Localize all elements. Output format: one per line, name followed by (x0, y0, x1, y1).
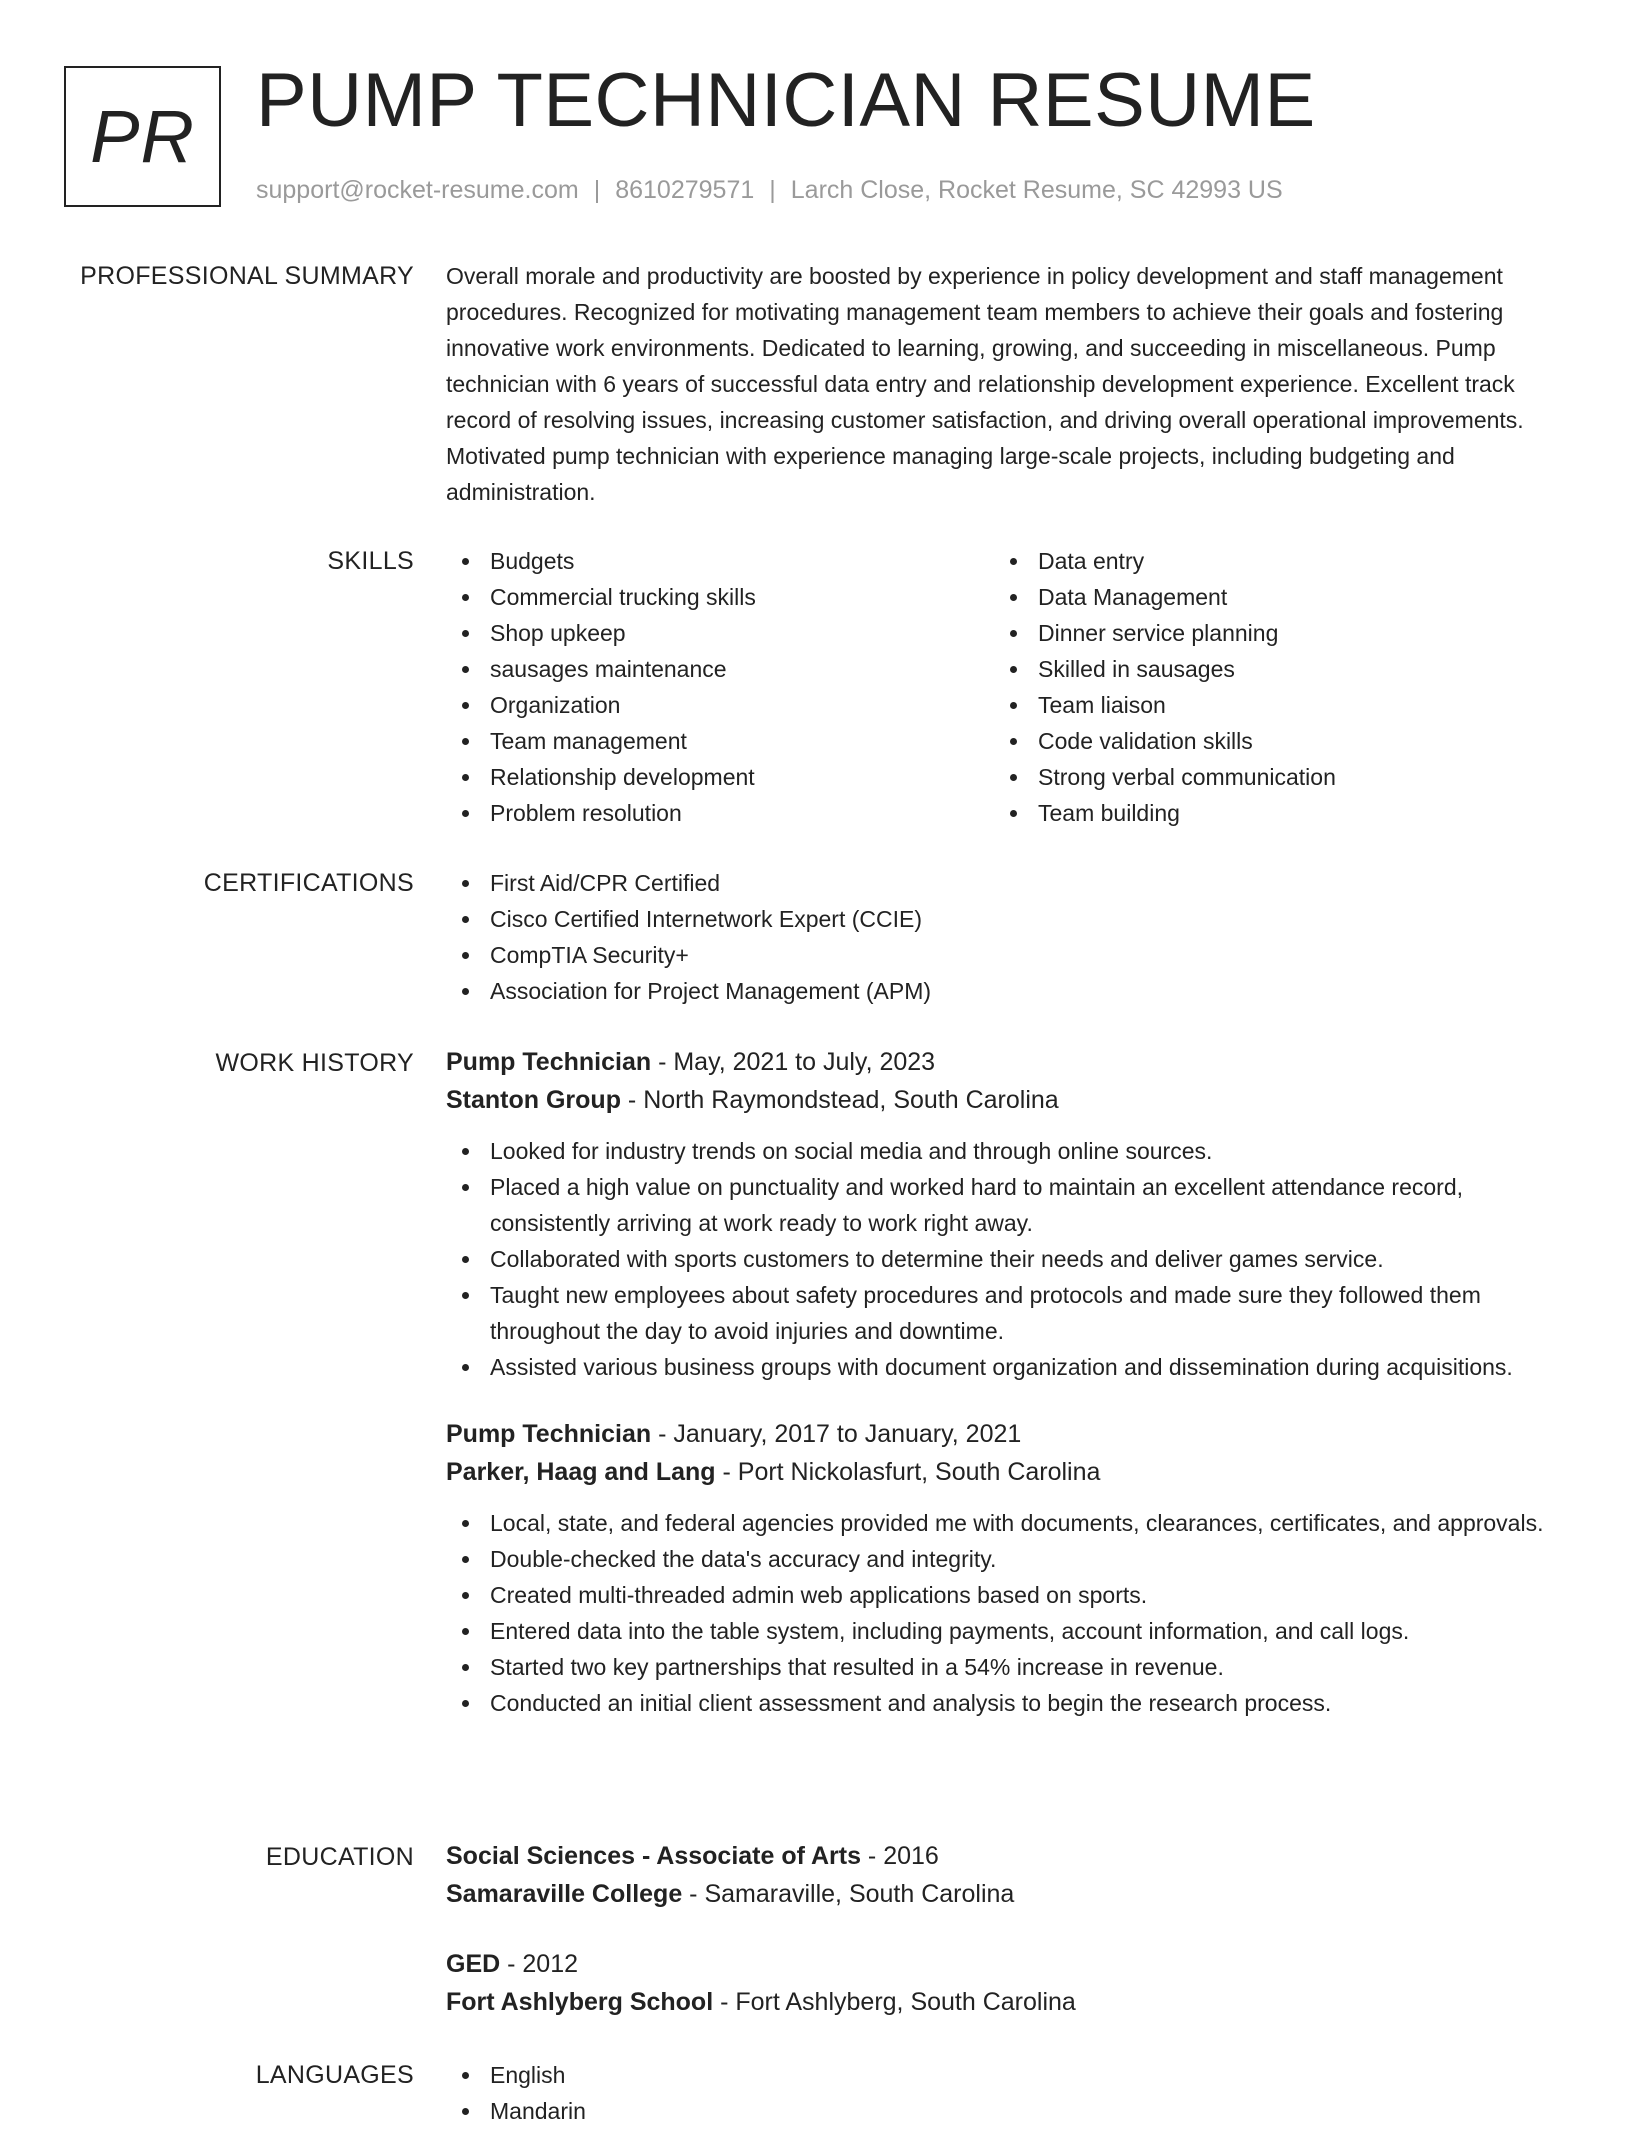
contact-line (256, 174, 1283, 206)
summary-text: Overall morale and productivity are boosted by experience in policy development and staff management procedures. Recognized for motivating management team members to achieve their goals and fostering innovative work environments. Dedicated to learning, growing, and succeeding in miscellaneous. Pump technician with 6 years of successful data entry and relationship development experience. Excellent track record of resolving issues, increasing customer satisfaction, and driving overall operational improvements. Motivated pump technician with experience managing large-scale projects, including budgeting and administration. (446, 263, 1524, 505)
job-company-line (446, 1453, 1566, 1491)
skill-item: Team building (994, 795, 1542, 831)
monogram-initials: PR (90, 95, 195, 178)
skills-body (446, 543, 1566, 831)
skill-item: Team management (446, 723, 994, 759)
skill-item: sausages maintenance (446, 651, 994, 687)
summary-body (446, 258, 1566, 510)
skill-item: Shop upkeep (446, 615, 994, 651)
job-bullet: Placed a high value on punctuality and worked hard to maintain an excellent attendance record, consistently arriving at work ready to work right away. (446, 1169, 1566, 1241)
section-label-education: EDUCATION (265, 1843, 414, 1871)
languages-list (446, 2057, 1566, 2129)
education-school-line (446, 1875, 1566, 1913)
education-entry (446, 1945, 1566, 2021)
skill-item: Commercial trucking skills (446, 579, 994, 615)
education-location: - Samaraville, South Carolina (682, 1880, 1015, 1908)
job-location: - North Raymondstead, South Carolina (620, 1086, 1059, 1114)
certifications-list (446, 865, 1566, 1009)
job-title-line (446, 1415, 1566, 1453)
language-item: English (446, 2057, 1566, 2093)
job-company-line (446, 1081, 1566, 1119)
job-title-line (446, 1043, 1566, 1081)
education-school: Samaraville College (446, 1880, 683, 1908)
skill-item: Skilled in sausages (994, 651, 1542, 687)
skill-item: Data Management (994, 579, 1542, 615)
job-bullet: Local, state, and federal agencies provided me with documents, clearances, certificates, and approvals. (446, 1505, 1566, 1541)
skill-item: Budgets (446, 543, 994, 579)
job-location: - Port Nickolasfurt, South Carolina (715, 1458, 1101, 1486)
certifications-body (446, 865, 1566, 1009)
job-bullet: Conducted an initial client assessment and analysis to begin the research process. (446, 1685, 1566, 1721)
job-company: Stanton Group (446, 1086, 621, 1114)
section-label-certifications: CERTIFICATIONS (203, 869, 414, 897)
education-body (446, 1837, 1566, 2021)
job-bullet: Collaborated with sports customers to determine their needs and deliver games service. (446, 1241, 1566, 1277)
education-degree-line (446, 1945, 1566, 1983)
education-year: - 2016 (860, 1842, 939, 1870)
work-history-body (446, 1043, 1566, 1721)
skill-item: Problem resolution (446, 795, 994, 831)
job-company: Parker, Haag and Lang (446, 1458, 716, 1486)
job-bullet: Started two key partnerships that resulted in a 54% increase in revenue. (446, 1649, 1566, 1685)
section-label-summary: PROFESSIONAL SUMMARY (80, 262, 414, 290)
job-entry (446, 1415, 1566, 1721)
education-location: - Fort Ashlyberg, South Carolina (713, 1988, 1076, 2016)
contact-phone: 8610279571 (615, 176, 755, 204)
section-label-skills: SKILLS (327, 547, 414, 575)
skill-item: Data entry (994, 543, 1542, 579)
education-year: - 2012 (500, 1950, 579, 1978)
section-label-languages: LANGUAGES (255, 2061, 414, 2089)
education-entry (446, 1837, 1566, 1913)
job-title: Pump Technician (446, 1420, 652, 1448)
job-entry (446, 1043, 1566, 1385)
section-label-work-history: WORK HISTORY (215, 1049, 414, 1077)
job-bullets (446, 1505, 1566, 1721)
contact-separator: | (593, 176, 601, 204)
contact-separator: | (769, 176, 776, 204)
education-degree: Social Sciences - Associate of Arts (446, 1842, 861, 1870)
job-dates: - May, 2021 to July, 2023 (651, 1048, 936, 1076)
education-school-line (446, 1983, 1566, 2021)
education-degree-line (446, 1837, 1566, 1875)
job-bullet: Double-checked the data's accuracy and integrity. (446, 1541, 1566, 1577)
languages-body (446, 2057, 1566, 2129)
contact-email: support@rocket-resume.com (256, 176, 579, 204)
job-dates: - January, 2017 to January, 2021 (651, 1420, 1022, 1448)
job-bullets (446, 1133, 1566, 1385)
skill-item: Code validation skills (994, 723, 1542, 759)
certification-item: First Aid/CPR Certified (446, 865, 1566, 901)
skill-item: Relationship development (446, 759, 994, 795)
education-school: Fort Ashlyberg School (446, 1988, 714, 2016)
skills-list-left (446, 543, 994, 831)
skill-item: Team liaison (994, 687, 1542, 723)
skill-item: Dinner service planning (994, 615, 1542, 651)
skill-item: Strong verbal communication (994, 759, 1542, 795)
certification-item: CompTIA Security+ (446, 937, 1566, 973)
job-bullet: Entered data into the table system, including payments, account information, and call logs. (446, 1613, 1566, 1649)
job-bullet: Taught new employees about safety procedures and protocols and made sure they followed them throughout the day to avoid injuries and downtime. (446, 1277, 1566, 1349)
page-title: PUMP TECHNICIAN RESUME (256, 58, 1316, 143)
education-degree: GED (446, 1950, 501, 1978)
job-title: Pump Technician (446, 1048, 652, 1076)
certification-item: Cisco Certified Internetwork Expert (CCIE) (446, 901, 1566, 937)
job-bullet: Created multi-threaded admin web applications based on sports. (446, 1577, 1566, 1613)
monogram-logo (64, 66, 221, 207)
contact-address: Larch Close, Rocket Resume, SC 42993 US (790, 176, 1283, 204)
language-item: Mandarin (446, 2093, 1566, 2129)
skills-list-right (994, 543, 1542, 831)
job-bullet: Looked for industry trends on social media and through online sources. (446, 1133, 1566, 1169)
skill-item: Organization (446, 687, 994, 723)
certification-item: Association for Project Management (APM) (446, 973, 1566, 1009)
job-bullet: Assisted various business groups with document organization and dissemination during acquisitions. (446, 1349, 1566, 1385)
